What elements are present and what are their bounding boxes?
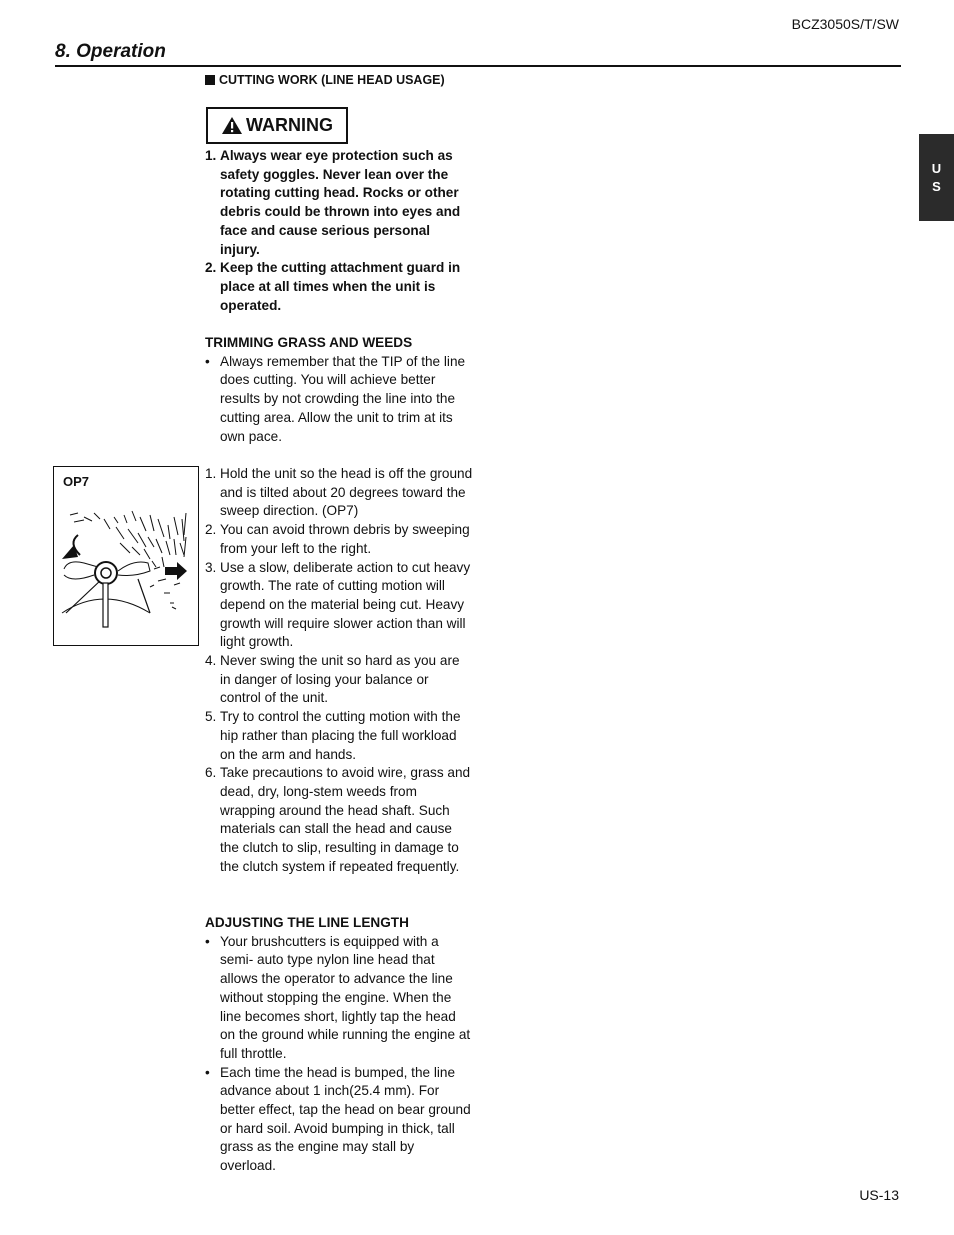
bullet-text: Always remember that the TIP of the line does cutting. You will achieve better results by not crowding the line into the cutting area. Allow the unit to trim at its own pace.: [220, 353, 466, 444]
adjusting-section: [205, 914, 473, 1176]
trimming-illustration: [54, 467, 198, 645]
item-text: Try to control the cutting motion with the hip rather than placing the full workload on the arm and hands.: [220, 709, 461, 762]
lang-tab-letter: S: [932, 178, 941, 194]
trimming-heading: TRIMMING GRASS AND WEEDS: [205, 335, 413, 350]
warning-item: [205, 259, 473, 315]
item-text: Always wear eye protection such as safety goggles. Never lean over the rotating cutting head. Rocks or other debris could be thrown into eyes and face and cause serious personal injury.: [220, 148, 461, 257]
item-text: Hold the unit so the head is off the ground and is tilted about 20 degrees toward the sweep direction. (OP7): [220, 466, 473, 519]
trimming-bullet: [205, 353, 473, 447]
item-number: 4.: [205, 653, 217, 669]
figure-op7: [53, 466, 199, 646]
warning-item: [205, 147, 473, 259]
model-number: BCZ3050S/T/SW: [791, 16, 899, 32]
bullet-dot: •: [205, 933, 210, 949]
item-number: 3.: [205, 559, 217, 575]
item-text: Never swing the unit so hard as you are in danger of losing your balance or control of the unit.: [220, 653, 460, 706]
item-number: 1.: [205, 148, 217, 163]
section-title: 8. Operation: [55, 41, 166, 62]
item-number: 6.: [205, 765, 217, 781]
adjusting-heading: ADJUSTING THE LINE LENGTH: [205, 915, 409, 930]
item-number: 1.: [205, 466, 217, 481]
bullet-text: Each time the head is bumped, the line advance about 1 inch(25.4 mm). For better effect, tap the head on bear ground or hard soil. Avoid bumping in thick, tall grass as the engine may stall by overload.: [220, 1064, 471, 1174]
warning-triangle-icon: [221, 116, 243, 135]
item-number: 5.: [205, 709, 217, 725]
item-text: Use a slow, deliberate action to cut heavy growth. The rate of cutting motion will depend on the material being cut. Heavy growth will require slower action than will light growth.: [220, 559, 471, 650]
warning-label: WARNING: [246, 115, 333, 135]
item-text: Keep the cutting attachment guard in place at all times when the unit is operated.: [220, 260, 461, 313]
figure-label: OP7: [63, 474, 90, 489]
warning-list: [205, 147, 473, 315]
language-tab: [919, 134, 954, 221]
page-number: US-13: [859, 1187, 899, 1203]
adjusting-bullet: [205, 1064, 473, 1176]
header-rule: [55, 65, 901, 67]
step-item: [205, 708, 473, 764]
item-number: 2.: [205, 260, 217, 276]
bullet-text: Your brushcutters is equipped with a semi- auto type nylon line head that allows the operator to advance the line without stopping the engine. When the line becomes short, lightly tap the head on the ground while running the engine at full throttle.: [220, 933, 471, 1061]
item-number: 2.: [205, 522, 217, 538]
step-item: [205, 465, 473, 521]
bullet-dot: •: [205, 353, 210, 369]
item-text: You can avoid thrown debris by sweeping from your left to the right.: [220, 522, 470, 556]
cutting-work-heading-text: CUTTING WORK (LINE HEAD USAGE): [219, 73, 445, 87]
bullet-dot: •: [205, 1064, 210, 1080]
trimming-section: [205, 334, 473, 446]
cutting-work-heading: [205, 73, 445, 87]
warning-box: [206, 107, 348, 144]
item-text: Take precautions to avoid wire, grass and dead, dry, long-stem weeds from wrapping around the head shaft. Such materials can stall the head and cause the clutch to slip, resulting in damage to the clutch system if repeated frequently.: [220, 765, 471, 874]
step-item: [205, 652, 473, 708]
step-item: [205, 764, 473, 876]
step-item: [205, 559, 473, 653]
lang-tab-letter: U: [931, 160, 942, 176]
adjusting-bullet: [205, 933, 473, 1064]
step-item: [205, 521, 473, 558]
trimming-steps: [205, 465, 473, 876]
square-bullet-icon: [205, 75, 215, 85]
